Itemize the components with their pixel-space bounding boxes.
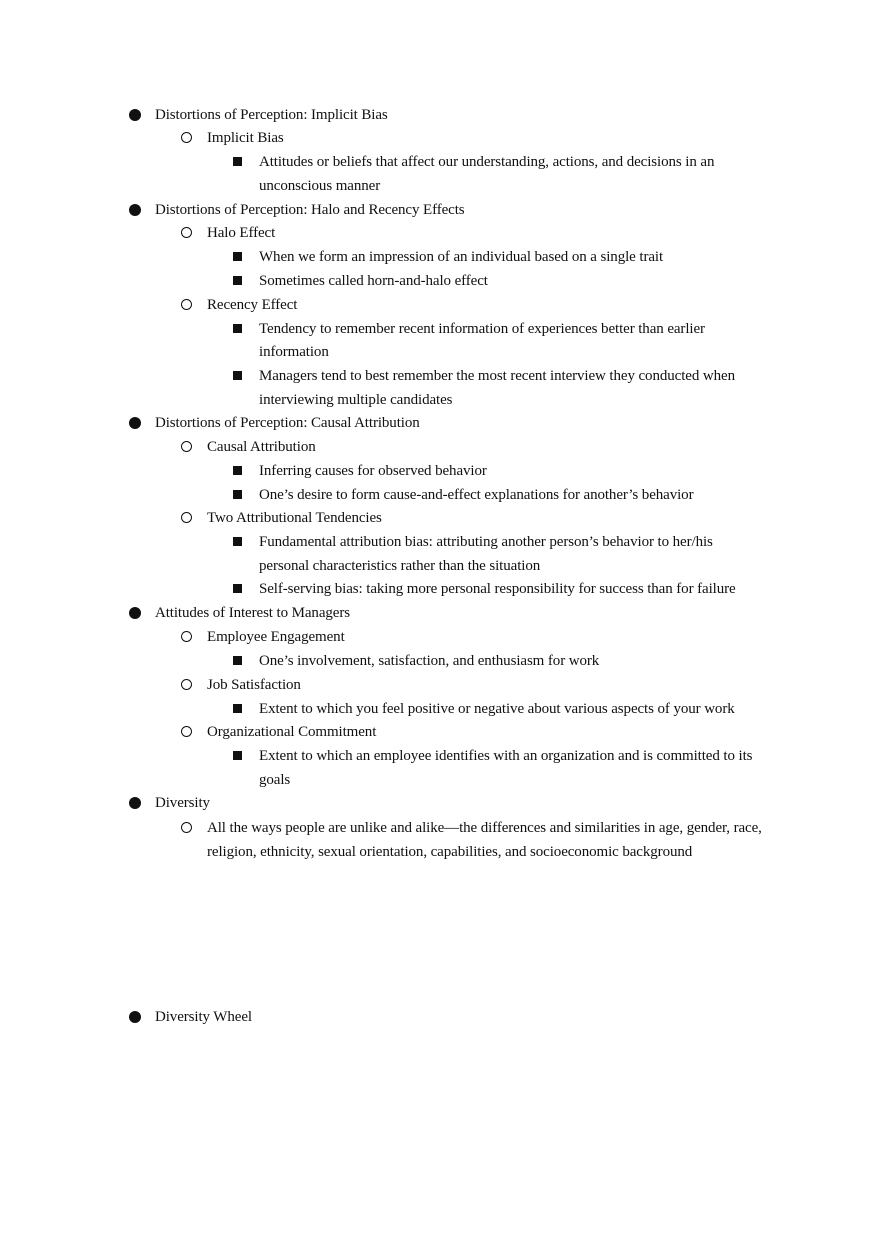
bullet-square [233,276,242,285]
detail-continuation [259,174,380,198]
bullet-circle [181,227,192,238]
bullet-square [233,704,242,713]
subitem-implicit-bias [207,126,284,150]
subitem-attributional-tendencies [207,506,382,530]
bullet-circle [181,512,192,523]
detail-continuation [259,768,290,792]
detail-item [259,744,752,768]
bullet-square [233,751,242,760]
subitem-causal-attribution [207,435,316,459]
line-text: information [259,344,329,360]
line-text: All the ways people are unlike and alike—the differences and similarities in age, gender, race, [207,820,762,836]
line-text: Fundamental attribution bias: attributing another person’s behavior to her/his [259,534,713,550]
subitem-organizational-commitment [207,720,376,744]
subitem-job-satisfaction [207,673,301,697]
subitem-continuation [207,840,692,864]
line-text: Halo Effect [207,225,276,241]
detail-item [259,150,714,174]
line-text: Employee Engagement [207,629,345,645]
bullet-square [233,584,242,593]
bullet-disc [129,797,141,809]
bullet-square [233,371,242,380]
line-text: When we form an impression of an individual based on a single trait [259,249,664,265]
line-text: Self-serving bias: taking more personal responsibility for success than for failure [259,581,736,597]
line-text: Sometimes called horn-and-halo effect [259,273,488,289]
bullet-square [233,157,242,166]
bullet-disc [129,109,141,121]
subitem-halo-effect [207,221,275,245]
bullet-circle [181,299,192,310]
detail-item [259,649,599,673]
bullet-circle [181,679,192,690]
heading-diversity-wheel [155,1005,252,1029]
bullet-square [233,324,242,333]
detail-item [259,317,705,341]
bullet-square [233,466,242,475]
heading-diversity [155,791,210,815]
detail-item [259,269,488,293]
line-text: One’s desire to form cause-and-effect explanations for another’s behavior [259,487,694,503]
heading-attitudes [155,601,350,625]
detail-item [259,577,736,601]
detail-item [259,483,693,507]
heading-implicit-bias [155,103,388,127]
heading-halo-recency [155,198,465,222]
line-text: goals [259,772,291,788]
line-text: Diversity [155,795,210,811]
bullet-circle [181,726,192,737]
subitem-employee-engagement [207,625,345,649]
detail-item [259,459,487,483]
line-text: Extent to which an employee identifies with an organization and is committed to its [259,748,753,764]
subitem-diversity-definition [207,816,762,840]
bullet-disc [129,1011,141,1023]
detail-item [259,245,663,269]
line-text: Distortions of Perception: Halo and Recency Effects [155,202,465,218]
line-text: interviewing multiple candidates [259,392,453,408]
line-text: Distortions of Perception: Causal Attribution [155,415,420,431]
line-text: religion, ethnicity, sexual orientation, capabilities, and socioeconomic background [207,844,693,860]
line-text: Inferring causes for observed behavior [259,463,487,479]
bullet-circle [181,441,192,452]
line-text: One’s involvement, satisfaction, and enthusiasm for work [259,653,600,669]
line-text: Distortions of Perception: Implicit Bias [155,107,388,123]
bullet-disc [129,607,141,619]
line-text: Recency Effect [207,297,298,313]
detail-item [259,530,713,554]
detail-continuation [259,554,540,578]
bullet-circle [181,132,192,143]
bullet-circle [181,822,192,833]
detail-continuation [259,340,329,364]
bullet-disc [129,204,141,216]
line-text: Tendency to remember recent information of experiences better than earlier [259,321,705,337]
line-text: personal characteristics rather than the situation [259,558,541,574]
line-text: unconscious manner [259,178,381,194]
line-text: Organizational Commitment [207,724,377,740]
line-text: Implicit Bias [207,130,284,146]
bullet-square [233,490,242,499]
line-text: Job Satisfaction [207,677,301,693]
line-text: Extent to which you feel positive or negative about various aspects of your work [259,701,735,717]
detail-continuation [259,388,452,412]
line-text: Attitudes or beliefs that affect our understanding, actions, and decisions in an [259,154,715,170]
bullet-disc [129,417,141,429]
bullet-circle [181,631,192,642]
bullet-square [233,252,242,261]
line-text: Attitudes of Interest to Managers [155,605,350,621]
subitem-recency-effect [207,293,297,317]
bullet-square [233,537,242,546]
detail-item [259,697,735,721]
bullet-square [233,656,242,665]
detail-item [259,364,735,388]
line-text: Causal Attribution [207,439,316,455]
heading-causal-attribution [155,411,420,435]
line-text: Two Attributional Tendencies [207,510,382,526]
line-text: Diversity Wheel [155,1009,252,1025]
line-text: Managers tend to best remember the most recent interview they conducted when [259,368,735,384]
